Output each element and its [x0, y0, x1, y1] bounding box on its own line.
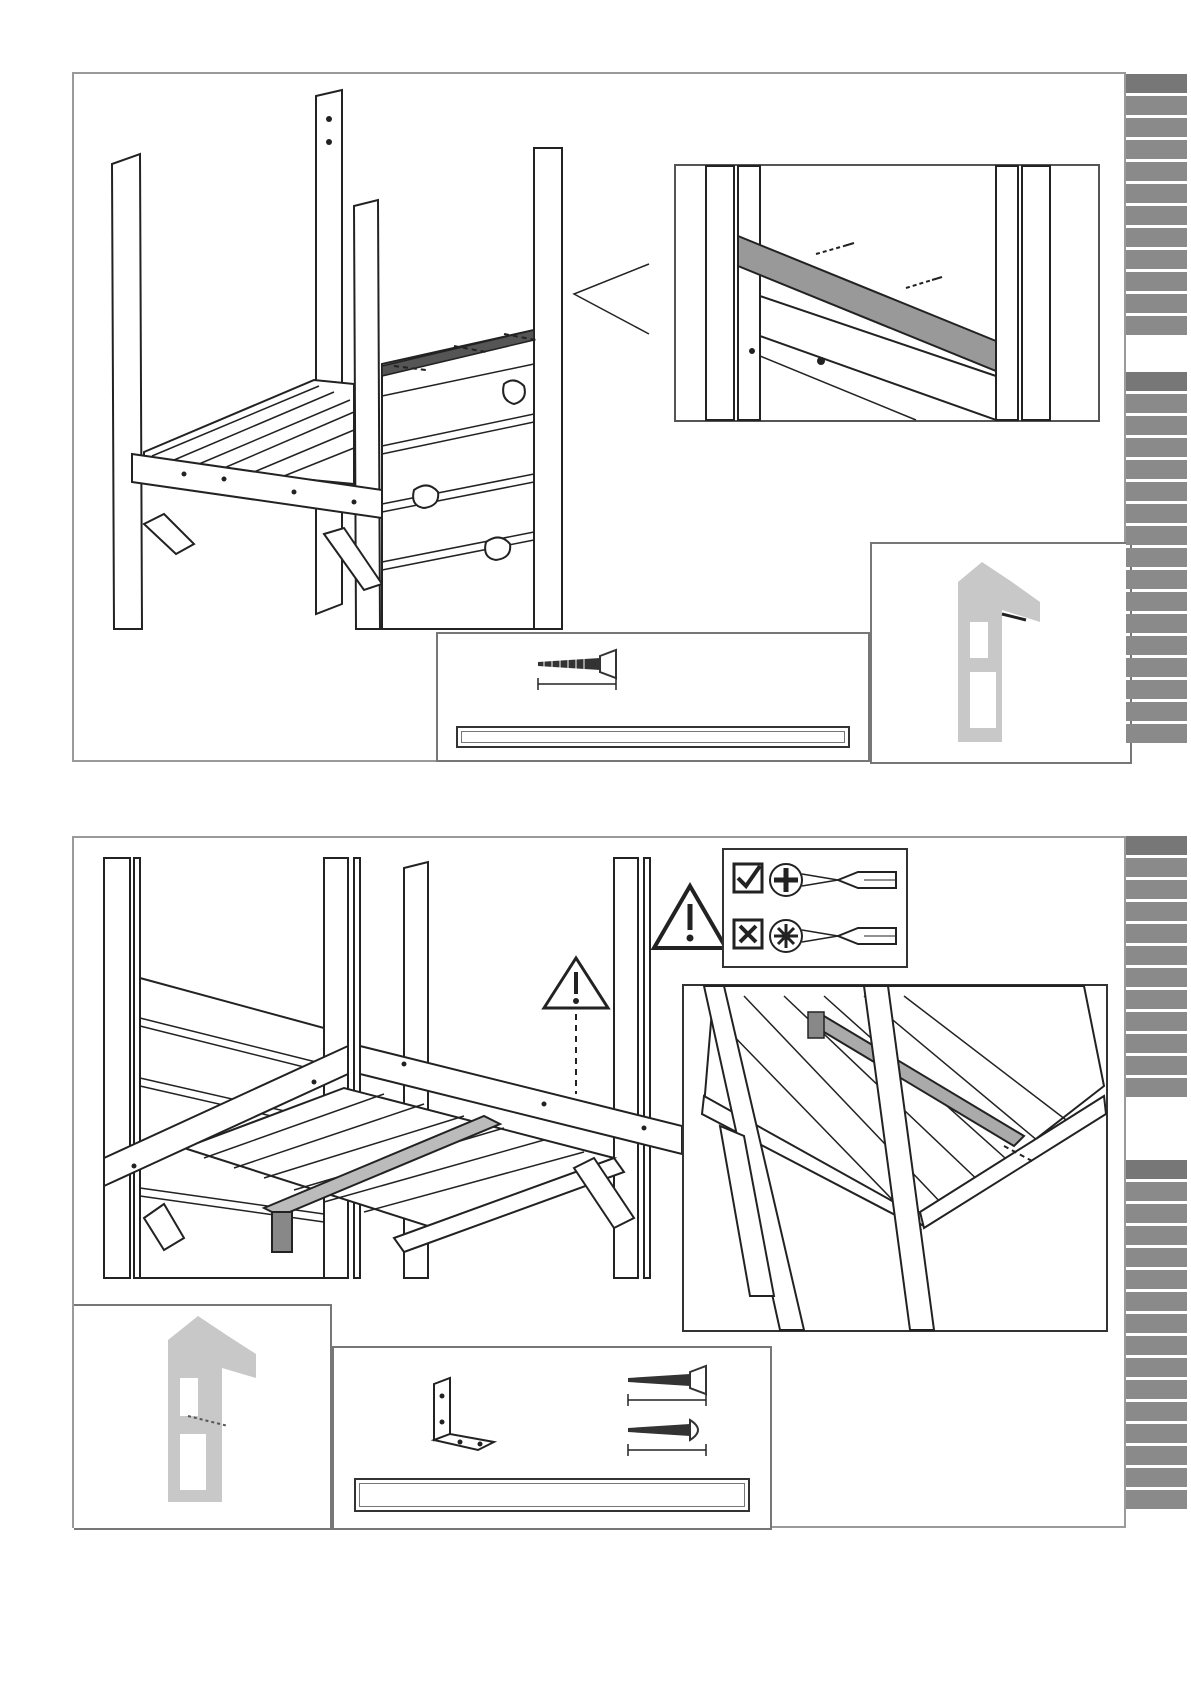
- screw-icon: [534, 644, 624, 694]
- section-tab-strip-4: [1126, 1160, 1187, 1512]
- screw-icon-2: [624, 1410, 714, 1460]
- detail-zoom-box: [674, 164, 1100, 422]
- section-tab-strip-3: [1126, 836, 1187, 1100]
- tower-assembly-illustration: [104, 84, 624, 634]
- parts-count-bar: [456, 726, 850, 748]
- step-panel-1: [72, 72, 1126, 762]
- rail-detail-illustration: [676, 166, 1098, 420]
- location-thumbnail-box: [870, 542, 1132, 764]
- mini-tower-icon: [942, 562, 1052, 752]
- underside-illustration: [684, 986, 1106, 1330]
- deck-frame-illustration: [104, 858, 684, 1298]
- screw-icon: [624, 1360, 714, 1410]
- step-panel-2: [72, 836, 1126, 1528]
- cross-icon: [732, 918, 766, 952]
- section-tab-strip-1: [1126, 74, 1187, 338]
- parts-list-box-2: [332, 1346, 772, 1530]
- phillips-icon: [768, 860, 898, 900]
- bracket-icon: [424, 1374, 504, 1454]
- pozidriv-icon: [768, 916, 898, 956]
- warning-icon: [650, 882, 730, 952]
- parts-count-bar-2: [354, 1478, 750, 1512]
- mini-tower-icon: [158, 1316, 268, 1516]
- location-thumbnail-box-2: [74, 1304, 332, 1530]
- screwdriver-guidance-box: [722, 848, 908, 968]
- underside-detail-box: [682, 984, 1108, 1332]
- parts-list-box: [436, 632, 870, 762]
- correct-row: [732, 860, 902, 904]
- incorrect-row: [732, 916, 902, 960]
- checkmark-icon: [732, 862, 766, 896]
- section-tab-strip-2: [1126, 372, 1187, 746]
